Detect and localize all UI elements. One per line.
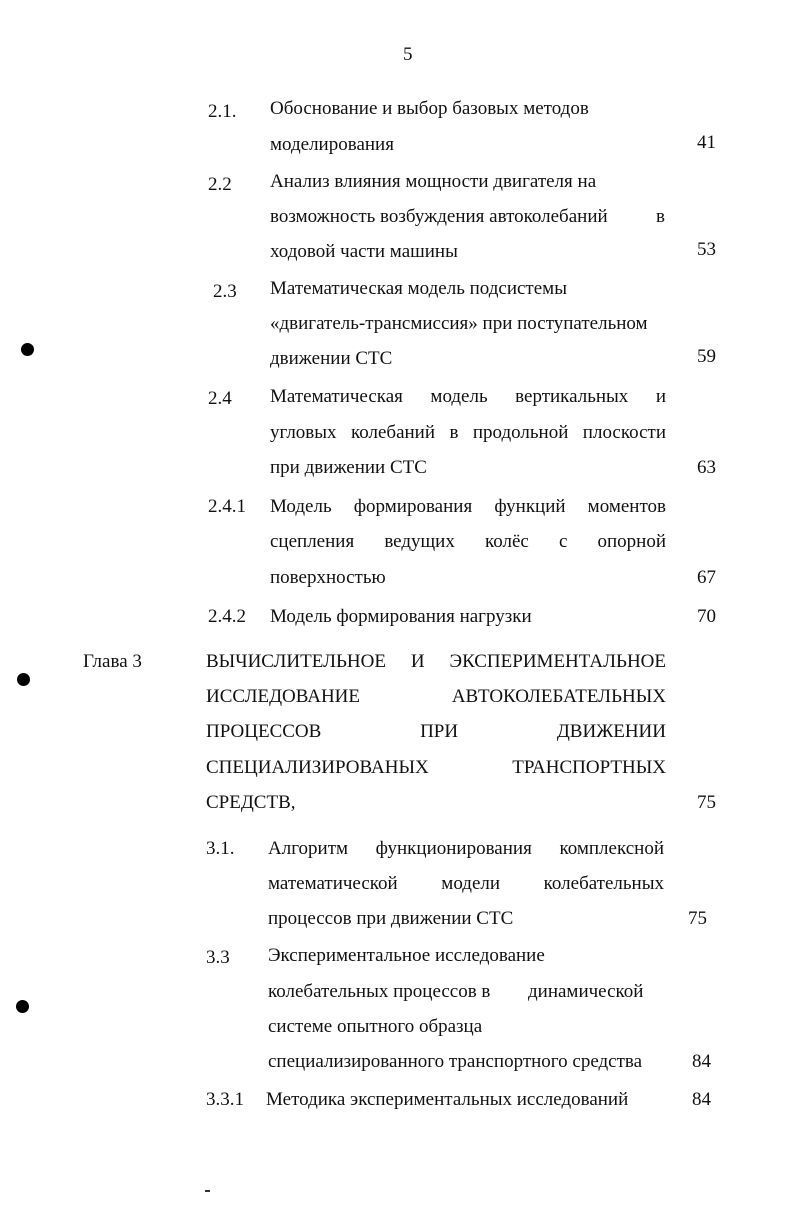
page-ref: 41 — [697, 132, 716, 153]
chapter-title-line: ИССЛЕДОВАНИЕ АВТОКОЛЕБАТЕЛЬНЫХ — [206, 686, 666, 707]
entry-title-line: Модель формирования нагрузки — [270, 606, 532, 627]
entry-title-line: Обоснование и выбор базовых методов — [270, 98, 589, 119]
section-number: 2.2 — [208, 174, 232, 195]
entry-title-line: при движении СТС — [270, 457, 427, 478]
chapter-title-line: СПЕЦИАЛИЗИРОВАНЫХ ТРАНСПОРТНЫХ — [206, 757, 666, 778]
entry-title-line: Математическая модель подсистемы — [270, 278, 567, 299]
entry-title-line: возможность возбуждения автоколебаний — [270, 206, 608, 227]
page-ref: 84 — [692, 1051, 711, 1072]
entry-title-line: системе опытного образца — [268, 1016, 483, 1037]
entry-title-line: специализированного транспортного средства — [268, 1051, 643, 1072]
entry-title-line: в — [656, 206, 665, 227]
page-ref: 63 — [697, 457, 716, 478]
entry-title-line: моделирования — [270, 134, 394, 155]
chapter-title-line: ПРОЦЕССОВ ПРИ ДВИЖЕНИИ — [206, 721, 666, 742]
entry-title-line: колебательных процессов в — [268, 981, 491, 1002]
margin-bullet-2 — [17, 673, 30, 686]
entry-title-line: математической модели колебательных — [268, 873, 664, 894]
chapter-title-line: СРЕДСТВ, — [206, 792, 296, 813]
entry-title-line: Модель формирования функций моментов — [270, 496, 666, 517]
entry-title-line: Экспериментальное исследование — [268, 945, 545, 966]
page-number: 5 — [403, 44, 413, 65]
entry-title-line: Методика экспериментальных исследований — [266, 1089, 629, 1110]
entry-title-line: ходовой части машины — [270, 241, 458, 262]
entry-title-line: процессов при движении СТС — [268, 908, 514, 929]
section-number: 3.3 — [206, 947, 230, 968]
entry-title-line: сцепления ведущих колёс с опорной — [270, 531, 666, 552]
page-ref: 84 — [692, 1089, 711, 1110]
page-ref: 75 — [697, 792, 716, 813]
section-number: 2.4 — [208, 388, 232, 409]
page-ref: 70 — [697, 606, 716, 627]
entry-title-line: Алгоритм функционирования комплексной — [268, 838, 664, 859]
scan-mark — [205, 1190, 210, 1192]
section-number: 2.4.2 — [208, 606, 246, 627]
entry-title-line: движении СТС — [270, 348, 393, 369]
section-number: 3.3.1 — [206, 1089, 244, 1110]
section-number: 2.1. — [208, 101, 237, 122]
page-ref: 75 — [688, 908, 707, 929]
entry-title-line: угловых колебаний в продольной плоскости — [270, 422, 666, 443]
chapter-label: Глава 3 — [83, 651, 142, 672]
page-ref: 59 — [697, 346, 716, 367]
section-number: 3.1. — [206, 838, 235, 859]
chapter-title-line: ВЫЧИСЛИТЕЛЬНОЕ И ЭКСПЕРИМЕНТАЛЬНОЕ — [206, 651, 666, 672]
entry-title-line: поверхностью — [270, 567, 386, 588]
page-ref: 53 — [697, 239, 716, 260]
entry-title-line: Анализ влияния мощности двигателя на — [270, 171, 597, 192]
section-number: 2.3 — [213, 281, 237, 302]
margin-bullet-3 — [16, 1000, 29, 1013]
section-number: 2.4.1 — [208, 496, 246, 517]
entry-title-line: динамической — [528, 981, 644, 1002]
margin-bullet-1 — [21, 343, 34, 356]
entry-title-line: «двигатель-трансмиссия» при поступательном — [270, 313, 648, 334]
entry-title-line: Математическая модель вертикальных и — [270, 386, 666, 407]
page-ref: 67 — [697, 567, 716, 588]
